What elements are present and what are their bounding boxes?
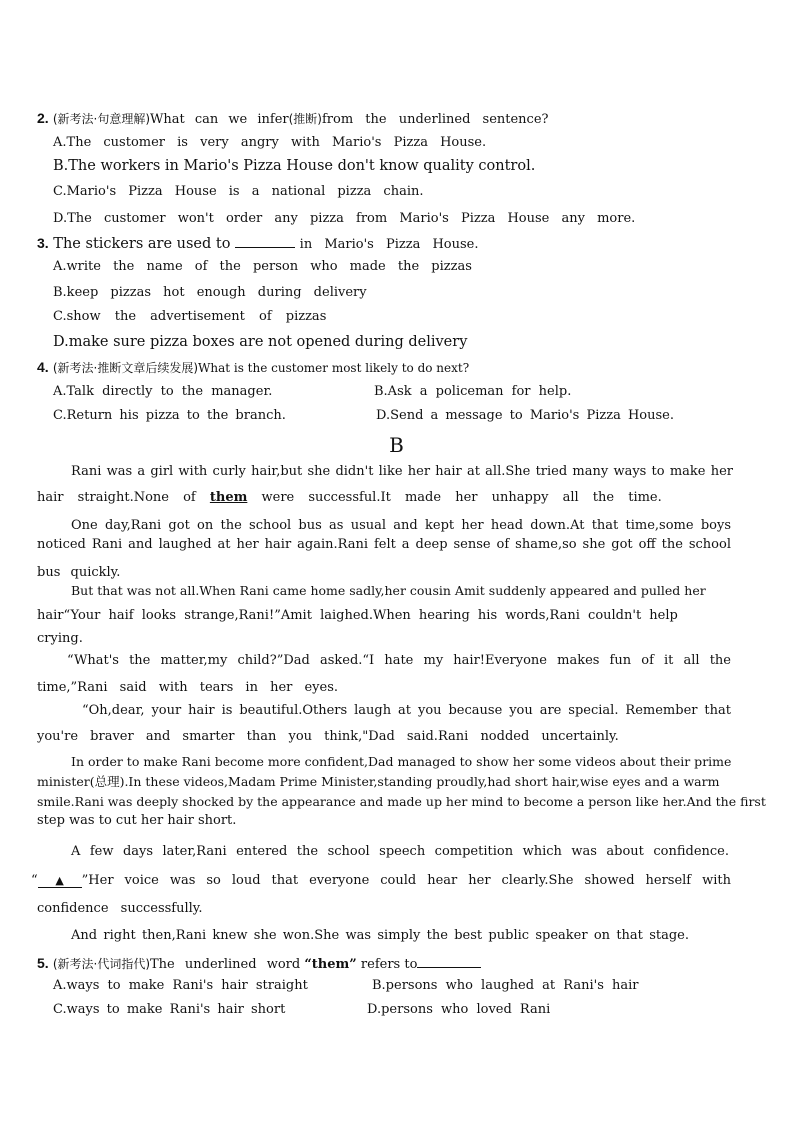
q2-number: 2. — [37, 110, 49, 126]
passage-line: hair“Your haif looks strange,Rani!”Amit laighed.When hearing his words,Rani couldn't help — [37, 608, 678, 623]
q2-option-b[interactable]: B.The workers in Mario's Pizza House don't know quality control. — [53, 158, 536, 174]
q3-option-b[interactable]: B.keep pizzas hot enough during delivery — [53, 285, 367, 300]
passage-line: smile.Rani was deeply shocked by the appearance and made up her mind to become a person like her.And the first — [37, 794, 766, 809]
passage-line: time,”Rani said with tears in her eyes. — [37, 680, 339, 695]
q5-stem-text: The underlined word — [150, 957, 301, 972]
quote-open: “ — [31, 873, 38, 888]
q4-option-a[interactable]: A.Talk directly to the manager. — [53, 384, 273, 399]
q2-tag2: (推断) — [288, 112, 322, 126]
q2-stem — [37, 110, 549, 128]
q4-stem-text: What is the customer most likely to do next? — [198, 361, 470, 375]
q4-option-d[interactable]: D.Send a message to Mario's Pizza House. — [376, 408, 675, 423]
passage-line: “What's the matter,my child?”Dad asked.“I hate my hair!Everyone makes fun of it all the — [67, 653, 731, 668]
answer-blank[interactable] — [38, 873, 82, 888]
q2-option-a[interactable]: A.The customer is very angry with Mario's Pizza House. — [53, 135, 487, 150]
q5-option-a[interactable]: A.ways to make Rani's hair straight — [53, 978, 308, 993]
q4-option-b[interactable]: B.Ask a policeman for help. — [374, 384, 572, 399]
q5-option-b[interactable]: B.persons who laughed at Rani's hair — [372, 978, 639, 993]
q5-word: “them” — [304, 957, 357, 972]
q4-stem — [37, 359, 469, 377]
passage-line: confidence successfully. — [37, 901, 203, 916]
passage-line: In order to make Rani become more confident,Dad managed to show her some videos about their prime — [71, 754, 732, 769]
passage-line: step was to cut her hair short. — [37, 813, 237, 828]
passage-text: ”Her voice was so loud that everyone could hear her clearly.She showed herself with — [81, 873, 731, 888]
q3-option-d[interactable]: D.make sure pizza boxes are not opened during delivery — [53, 334, 468, 350]
passage-line: crying. — [37, 631, 83, 646]
q2-option-c[interactable]: C.Mario's Pizza House is a national pizza chain. — [53, 184, 424, 199]
q4-tag: (新考法·推断文章后续发展) — [52, 361, 199, 375]
q5-option-d[interactable]: D.persons who loved Rani — [367, 1002, 551, 1017]
q4-option-c[interactable]: C.Return his pizza to the branch. — [53, 408, 286, 423]
q2-stem-text2: from the underlined sentence? — [321, 112, 549, 127]
q5-tag: (新考法·代词指代) — [52, 957, 151, 971]
passage-text: were successful.It made her unhappy all the time. — [261, 490, 662, 505]
q3-stem — [37, 235, 479, 253]
q3-stem-after: in Mario's Pizza House. — [299, 237, 479, 252]
passage-line: Rani was a girl with curly hair,but she didn't like her hair at all.She tried many ways to make her — [71, 464, 733, 479]
passage-line: bus quickly. — [37, 565, 121, 580]
q5-answer-blank[interactable] — [417, 955, 481, 968]
q2-tag: (新考法·句意理解) — [52, 112, 151, 126]
section-title: B — [389, 433, 404, 457]
passage-text: hair straight.None of — [37, 490, 196, 505]
q2-stem-text: What can we infer — [150, 112, 289, 127]
q4-number: 4. — [37, 359, 49, 375]
q5-number: 5. — [37, 955, 49, 971]
passage-line — [37, 490, 662, 506]
underlined-word-them: them — [209, 490, 248, 505]
passage-line: And right then,Rani knew she won.She was simply the best public speaker on that stage. — [71, 928, 689, 943]
triangle-marker-icon: ▲ — [55, 874, 64, 887]
q3-stem-before: The stickers are used to — [53, 236, 231, 252]
q5-option-c[interactable]: C.ways to make Rani's hair short — [53, 1002, 286, 1017]
q3-answer-blank[interactable] — [235, 235, 295, 248]
passage-line: noticed Rani and laughed at her hair again.Rani felt a deep sense of shame,so she got off the school — [37, 537, 731, 552]
passage-line: minister(总理).In these videos,Madam Prime Minister,standing proudly,had short hair,wise eyes and a warm — [37, 774, 720, 789]
q2-option-d[interactable]: D.The customer won't order any pizza from Mario's Pizza House any more. — [53, 211, 636, 226]
passage-line: But that was not all.When Rani came home sadly,her cousin Amit suddenly appeared and pulled her — [71, 583, 706, 598]
passage-line: you're braver and smarter than you think,"Dad said.Rani nodded uncertainly. — [37, 729, 619, 744]
q3-option-a[interactable]: A.write the name of the person who made the pizzas — [53, 259, 472, 274]
passage-line: A few days later,Rani entered the school speech competition which was about confidence. — [71, 844, 729, 859]
q3-number: 3. — [37, 235, 49, 251]
q5-stem-text2: refers to — [360, 957, 418, 972]
passage-line — [31, 873, 731, 889]
q5-stem — [37, 955, 481, 973]
passage-line: “Oh,dear, your hair is beautiful.Others laugh at you because you are special. Remember that — [82, 703, 731, 718]
q3-option-c[interactable]: C.show the advertisement of pizzas — [53, 309, 327, 324]
passage-line: One day,Rani got on the school bus as usual and kept her head down.At that time,some boys — [71, 518, 731, 533]
